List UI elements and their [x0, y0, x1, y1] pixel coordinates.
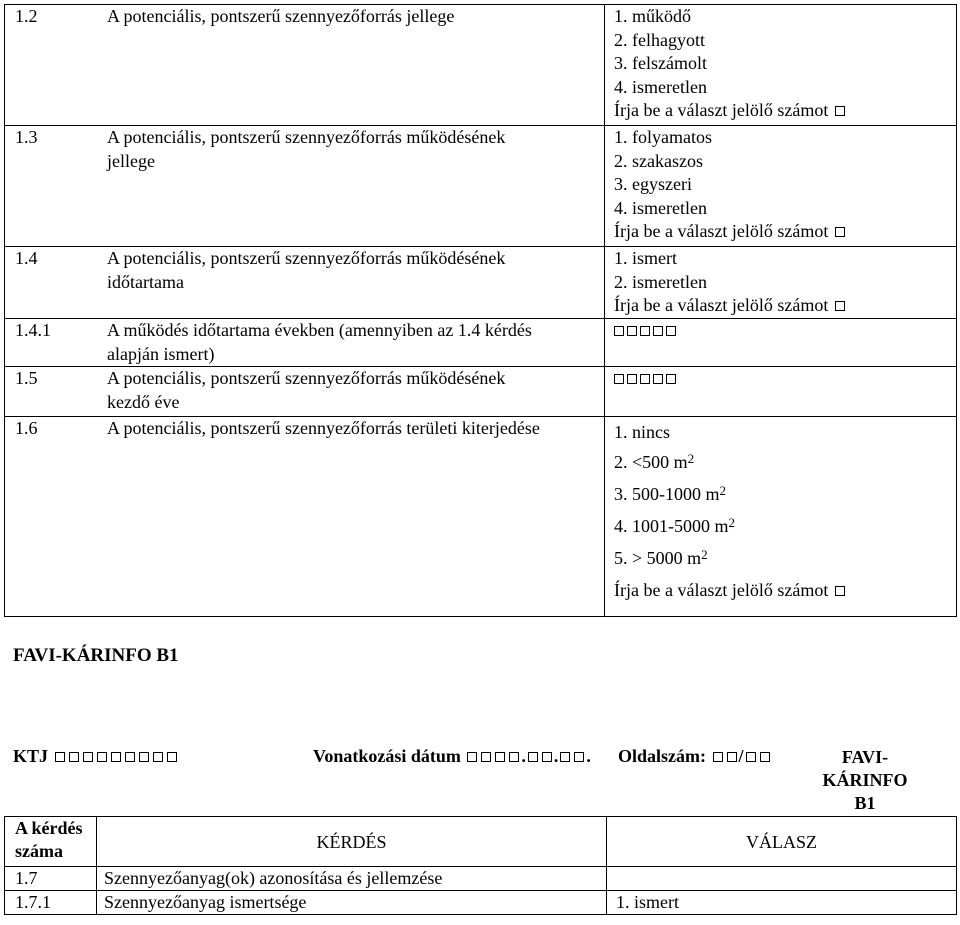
option: 4. ismeretlen — [614, 76, 707, 97]
superscript: 2 — [719, 483, 726, 498]
question-cell — [5, 5, 605, 126]
option: 1. működő — [614, 6, 692, 26]
answer-prompt: Írja be a választ jelölő számot — [614, 580, 829, 600]
answer-checkbox[interactable] — [835, 301, 845, 311]
table-row — [5, 126, 957, 247]
question-cell — [5, 319, 605, 367]
answer-cell — [605, 319, 957, 367]
question-text: A működés időtartama években (amennyiben az 1.4 kérdés — [107, 320, 532, 340]
option: 4. 1001-5000 m — [614, 516, 729, 536]
table-row — [5, 367, 957, 417]
option: 1. ismert — [614, 248, 677, 268]
option: 3. 500-1000 m — [614, 484, 720, 504]
row-number: 1.7.1 — [5, 891, 97, 915]
date-boxes[interactable]: . . . — [465, 746, 591, 766]
table-row — [5, 867, 957, 891]
question-cell — [5, 367, 605, 417]
question-table — [4, 4, 957, 617]
superscript: 2 — [701, 547, 708, 562]
table-row — [5, 5, 957, 126]
form-code: FAVI- KÁRINFO B1 — [822, 747, 908, 813]
question-text-cont: időtartama — [107, 271, 184, 292]
question-text: A potenciális, pontszerű szennyezőforrás működésének — [107, 368, 506, 388]
option: 5. > 5000 m — [614, 548, 702, 568]
answer-checkbox[interactable] — [835, 586, 845, 596]
answer-cell — [605, 126, 957, 247]
question-cell — [5, 247, 605, 319]
question-text: A potenciális, pontszerű szennyezőforrás működésének — [107, 127, 506, 147]
page-number-field — [618, 746, 772, 767]
option: 2. szakaszos — [614, 150, 703, 171]
table-row — [5, 319, 957, 367]
question-text: A potenciális, pontszerű szennyezőforrás területi kiterjedése — [107, 418, 540, 438]
row-question: Szennyezőanyag(ok) azonosítása és jellemzése — [97, 867, 607, 891]
option: 2. felhagyott — [614, 29, 705, 50]
answer-prompt: Írja be a választ jelölő számot — [614, 295, 829, 315]
superscript: 2 — [728, 515, 735, 530]
reference-date-label: Vonatkozási dátum — [313, 746, 461, 766]
option: 3. felszámolt — [614, 53, 707, 73]
table-header-row — [5, 817, 957, 867]
col-header-question: KÉRDÉS — [97, 817, 607, 867]
answer-checkbox[interactable] — [835, 227, 845, 237]
answer-prompt: Írja be a választ jelölő számot — [614, 100, 829, 120]
row-answer: 1. ismert — [607, 891, 957, 915]
question-number: 1.6 — [15, 418, 38, 438]
digit-boxes[interactable] — [614, 319, 956, 343]
question-cell — [5, 126, 605, 247]
table-row — [5, 417, 957, 617]
question-table-2 — [4, 816, 957, 915]
option: 1. nincs — [614, 422, 670, 442]
digit-boxes[interactable] — [614, 367, 956, 391]
option: 4. ismeretlen — [614, 197, 707, 218]
question-number: 1.2 — [15, 6, 38, 26]
answer-prompt: Írja be a választ jelölő számot — [614, 221, 829, 241]
question-number: 1.3 — [15, 127, 38, 147]
answer-cell — [605, 5, 957, 126]
question-text: A potenciális, pontszerű szennyezőforrás működésének — [107, 248, 506, 268]
page-number-label: Oldalszám: — [618, 746, 706, 766]
option: 1. folyamatos — [614, 127, 712, 147]
answer-checkbox[interactable] — [835, 106, 845, 116]
ktj-boxes[interactable] — [53, 746, 179, 766]
option: 3. egyszeri — [614, 174, 692, 194]
option: 2. <500 m — [614, 452, 688, 472]
superscript: 2 — [687, 451, 695, 466]
question-number: 1.5 — [15, 368, 38, 388]
ktj-field — [13, 746, 179, 767]
question-text: A potenciális, pontszerű szennyezőforrás jellege — [107, 6, 455, 26]
row-question: Szennyezőanyag ismertsége — [97, 891, 607, 915]
question-cell — [5, 417, 605, 617]
table-row — [5, 891, 957, 915]
ktj-label: KTJ — [13, 746, 49, 766]
reference-date-field — [313, 746, 591, 767]
question-number: 1.4 — [15, 248, 38, 268]
table-row — [5, 247, 957, 319]
row-number: 1.7 — [5, 867, 97, 891]
option: 2. ismeretlen — [614, 271, 707, 292]
question-text-cont: kezdő éve — [107, 391, 180, 412]
answer-cell — [605, 367, 957, 417]
answer-cell — [605, 247, 957, 319]
col-header-answer: VÁLASZ — [607, 817, 957, 867]
question-number: 1.4.1 — [15, 320, 51, 340]
page-boxes[interactable]: / — [711, 746, 772, 766]
row-answer — [607, 867, 957, 891]
col-header-number: A kérdés száma — [5, 817, 97, 867]
question-text-cont: alapján ismert) — [107, 343, 215, 364]
footer-form-label: FAVI-KÁRINFO B1 — [13, 645, 179, 666]
question-text-cont: jellege — [107, 150, 155, 171]
answer-cell — [605, 417, 957, 617]
